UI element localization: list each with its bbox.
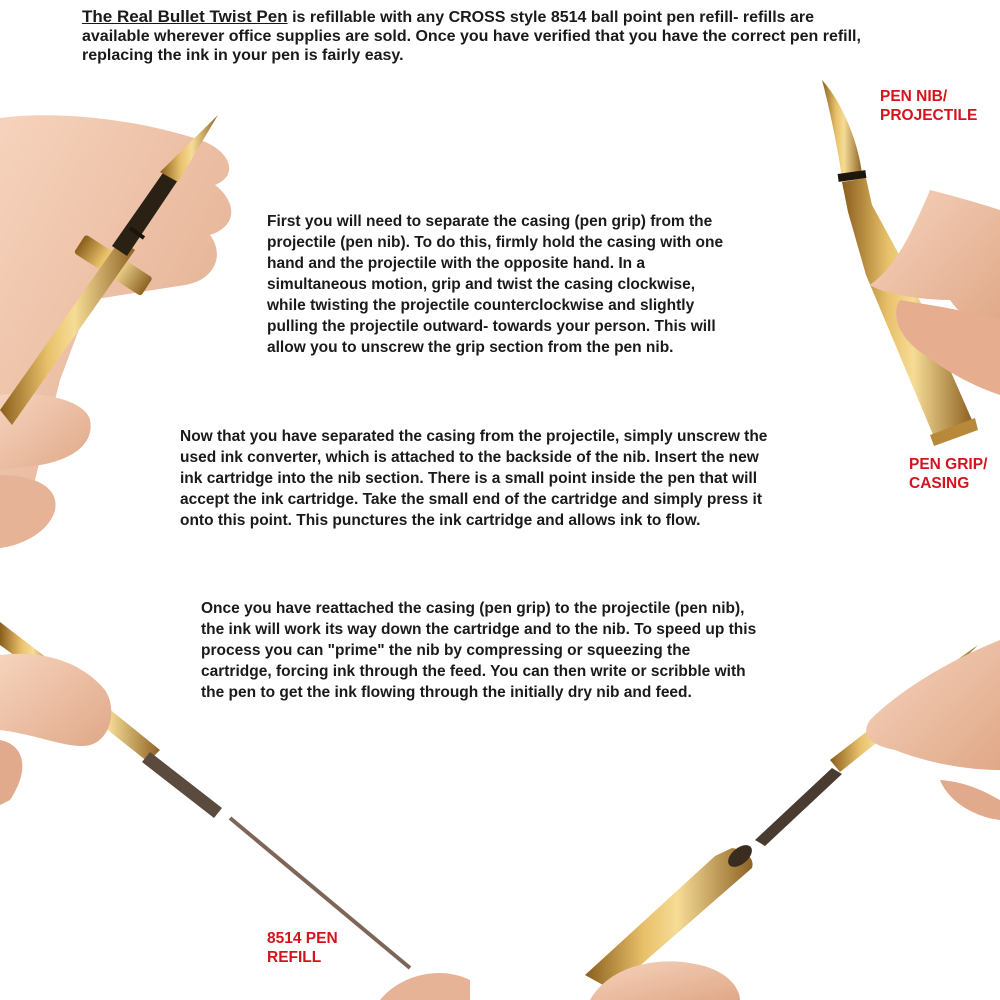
step-3-line: process you can "prime" the nib by compressing or squeezing the xyxy=(201,642,691,659)
intro-text xyxy=(82,7,982,65)
pen-grip-label-line: CASING xyxy=(909,475,970,492)
step-3-line: the pen to get the ink flowing through the initially dry nib and feed. xyxy=(201,684,692,701)
pen-nib-label-line: PROJECTILE xyxy=(880,107,978,124)
pen-grip-label xyxy=(909,455,987,493)
step-2-line: accept the ink cartridge. Take the small end of the cartridge and simply press it xyxy=(180,491,762,508)
step-1-line: allow you to unscrew the grip section from the pen nib. xyxy=(267,339,674,356)
step-2-line: ink cartridge into the nib section. There is a small point inside the pen that will xyxy=(180,470,758,487)
step-1-line: First you will need to separate the casing (pen grip) from the xyxy=(267,213,713,230)
right-nib-and-casing xyxy=(822,80,1000,446)
step-1-line: simultaneous motion, grip and twist the casing clockwise, xyxy=(267,276,696,293)
step-1-line: while twisting the projectile counterclockwise and slightly xyxy=(267,297,695,314)
intro-line-3: replacing the ink in your pen is fairly easy. xyxy=(82,47,404,64)
refill-label xyxy=(267,929,338,967)
step-2-line: onto this point. This punctures the ink cartridge and allows ink to flow. xyxy=(180,512,701,529)
pen-grip-label-line: PEN GRIP/ xyxy=(909,456,988,473)
step-1-line: hand and the projectile with the opposite hand. In a xyxy=(267,255,646,272)
step-2-paragraph xyxy=(180,426,880,531)
pen-nib-label xyxy=(880,87,977,125)
step-3-line: cartridge, forcing ink through the feed. You can then write or scribble with xyxy=(201,663,746,680)
refill-label-line: 8514 PEN xyxy=(267,930,338,947)
step-1-paragraph xyxy=(267,211,827,358)
step-2-line: used ink converter, which is attached to the backside of the nib. Insert the new xyxy=(180,449,759,466)
refill-label-line: REFILL xyxy=(267,949,322,966)
step-1-line: projectile (pen nib). To do this, firmly hold the casing with one xyxy=(267,234,724,251)
step-3-line: the ink will work its way down the cartridge and to the nib. To speed up this xyxy=(201,621,757,638)
step-2-line: Now that you have separated the casing from the projectile, simply unscrew the xyxy=(180,428,768,445)
step-3-line: Once you have reattached the casing (pen grip) to the projectile (pen nib), xyxy=(201,600,745,617)
step-3-paragraph xyxy=(201,598,861,703)
intro-line-1: is refillable with any CROSS style 8514 ball point pen refill- refills are xyxy=(287,9,815,26)
pen-nib-label-line: PEN NIB/ xyxy=(880,88,948,105)
intro-line-2: available wherever office supplies are sold. Once you have verified that you have the correct pen refill, xyxy=(82,28,861,45)
step-1-line: pulling the projectile outward- towards your person. This will xyxy=(267,318,716,335)
product-title: The Real Bullet Twist Pen xyxy=(82,7,288,26)
